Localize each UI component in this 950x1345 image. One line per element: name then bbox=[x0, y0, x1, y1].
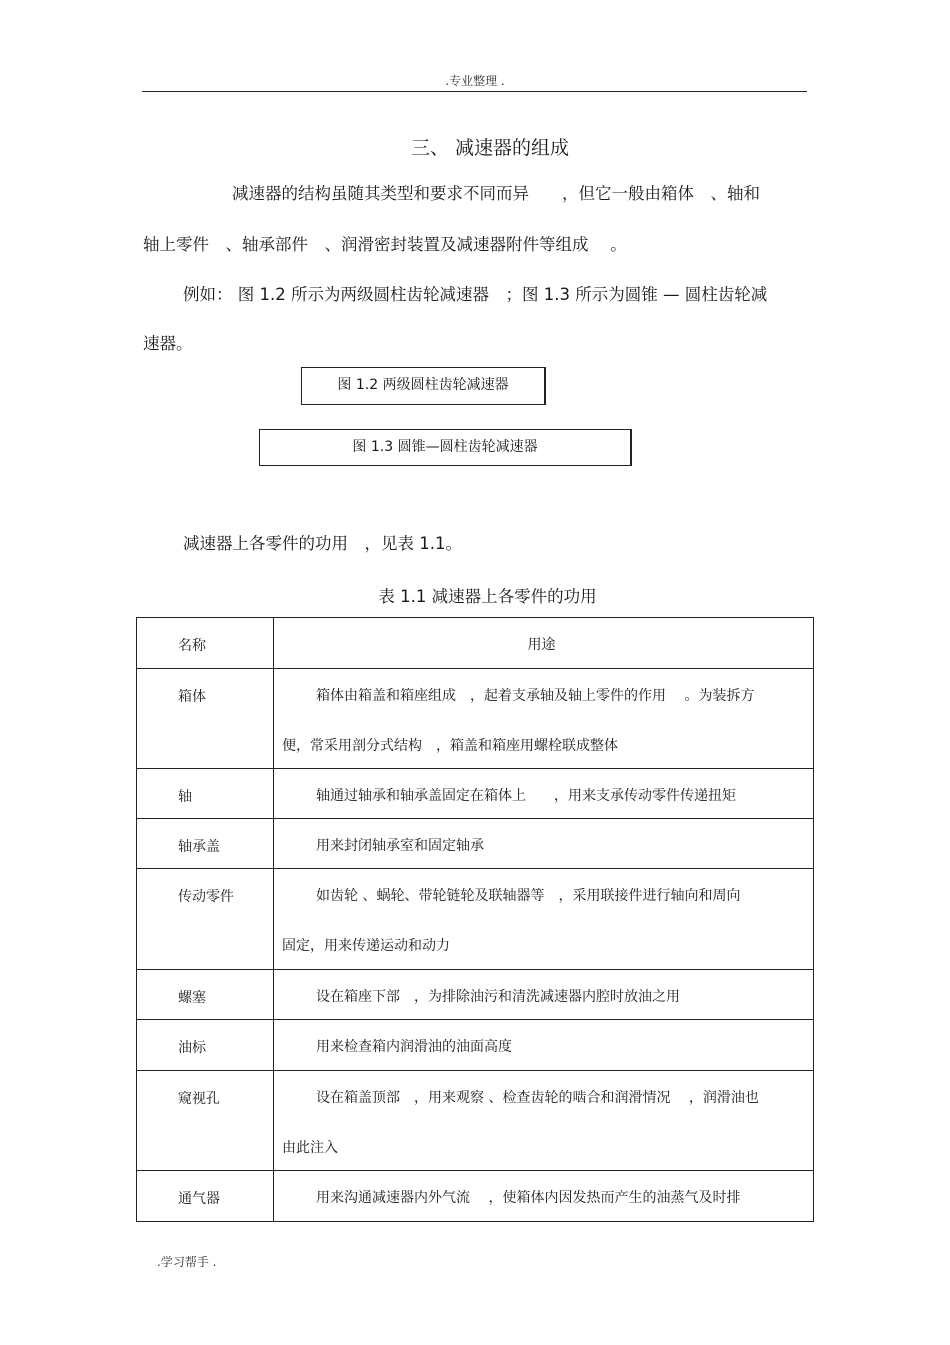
row-usage-line-2: 固定，用来传递运动和动力 bbox=[282, 938, 450, 954]
row-usage-line-1: 用来封闭轴承室和固定轴承 bbox=[316, 838, 484, 854]
row-usage-line-1: 用来检查箱内润滑油的油面高度 bbox=[316, 1039, 512, 1055]
section-title: 三、 减速器的组成 bbox=[410, 137, 570, 159]
row-usage-line-2: 由此注入 bbox=[282, 1140, 338, 1156]
row-usage-line-1: 用来沟通减速器内外气流 ，使箱体内因发热而产生的油蒸气及时排 bbox=[316, 1190, 741, 1206]
row-usage-line-1: 设在箱盖顶部 ，用来观察 、检查齿轮的啮合和润滑情况 ，润滑油也 bbox=[316, 1090, 759, 1106]
paragraph-1-line-2: 轴上零件 、轴承部件 、润滑密封装置及减速器附件等组成 。 bbox=[143, 235, 627, 254]
row-usage-line-1: 设在箱座下部 ，为排除油污和清洗减速器内腔时放油之用 bbox=[316, 989, 680, 1005]
table-row bbox=[137, 1020, 814, 1071]
row-usage bbox=[274, 1071, 814, 1171]
row-name: 油标 bbox=[137, 1020, 274, 1071]
row-usage bbox=[274, 669, 814, 769]
table-row bbox=[137, 869, 814, 970]
row-usage bbox=[274, 1020, 814, 1071]
table-row bbox=[137, 970, 814, 1020]
table-row bbox=[137, 1071, 814, 1171]
row-usage-line-1: 箱体由箱盖和箱座组成 ，起着支承轴及轴上零件的作用 。为装拆方 bbox=[316, 688, 755, 704]
row-name: 窥视孔 bbox=[137, 1071, 274, 1171]
figure-1-2-placeholder: 图 1.2 两级圆柱齿轮减速器 bbox=[301, 367, 546, 405]
row-name: 通气器 bbox=[137, 1171, 274, 1222]
page-footer: .学习帮手 . bbox=[157, 1255, 217, 1269]
row-usage-line-1: 如齿轮 、蜗轮、带轮链轮及联轴器等 ，采用联接件进行轴向和周向 bbox=[316, 888, 741, 904]
row-usage bbox=[274, 819, 814, 869]
row-name: 轴承盖 bbox=[137, 819, 274, 869]
parts-function-table bbox=[136, 617, 814, 1222]
table-row bbox=[137, 819, 814, 869]
paragraph-1-line-1: 减速器的结构虽随其类型和要求不同而异 ，但它一般由箱体 、轴和 bbox=[232, 184, 760, 203]
row-usage-line-2: 便，常采用剖分式结构 ，箱盖和箱座用螺栓联成整体 bbox=[282, 738, 618, 754]
row-name: 传动零件 bbox=[137, 869, 274, 970]
paragraph-2-line-2: 速器。 bbox=[143, 334, 193, 353]
row-usage bbox=[274, 1171, 814, 1222]
row-usage-line-1: 轴通过轴承和轴承盖固定在箱体上 ，用来支承传动零件传递扭矩 bbox=[316, 788, 736, 804]
table-row bbox=[137, 669, 814, 769]
figure-1-3-placeholder: 图 1.3 圆锥—圆柱齿轮减速器 bbox=[259, 429, 632, 466]
header-usage: 用途 bbox=[274, 618, 814, 669]
header-rule bbox=[142, 91, 807, 92]
table-header-row bbox=[137, 618, 814, 669]
table-row bbox=[137, 769, 814, 819]
paragraph-2-line-1: 例如： 图 1.2 所示为两级圆柱齿轮减速器 ；图 1.3 所示为圆锥 — 圆柱齿轮减 bbox=[183, 285, 768, 304]
row-name: 螺塞 bbox=[137, 970, 274, 1020]
row-name: 箱体 bbox=[137, 669, 274, 769]
row-usage bbox=[274, 869, 814, 970]
row-usage bbox=[274, 769, 814, 819]
table-caption: 表 1.1 减速器上各零件的功用 bbox=[378, 587, 597, 606]
page-header: .专业整理 . bbox=[445, 74, 505, 88]
table-row bbox=[137, 1171, 814, 1222]
paragraph-3: 减速器上各零件的功用 ，见表 1.1。 bbox=[183, 534, 462, 553]
header-name: 名称 bbox=[137, 618, 274, 669]
row-name: 轴 bbox=[137, 769, 274, 819]
row-usage bbox=[274, 970, 814, 1020]
